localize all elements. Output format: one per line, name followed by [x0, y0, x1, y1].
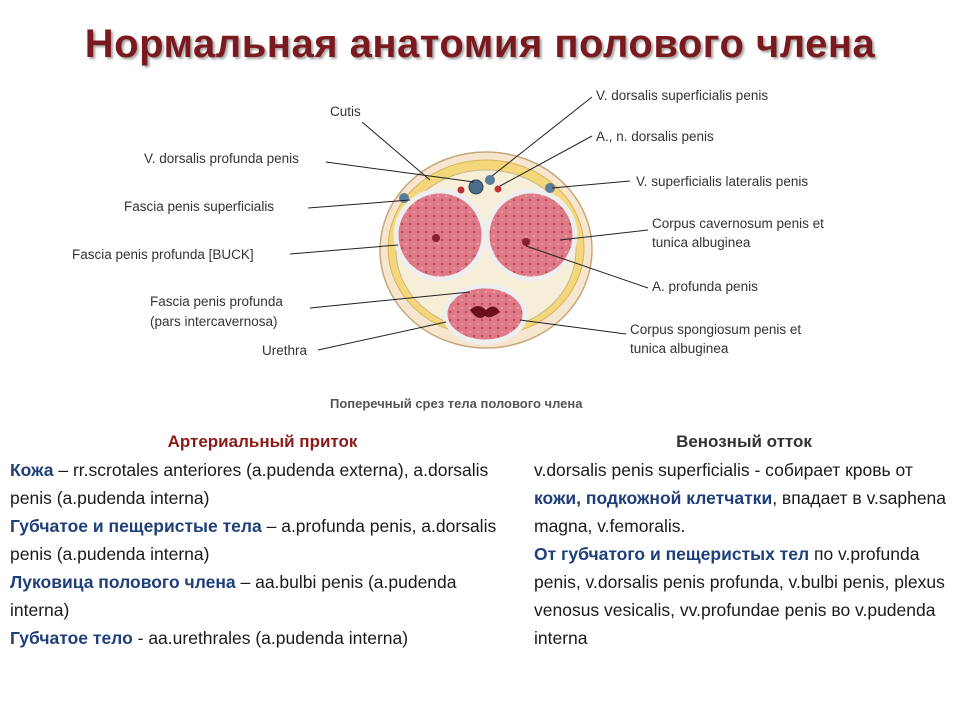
label-v-superficialis-lateralis: V. superficialis lateralis penis [636, 174, 809, 189]
label-a-n-dorsalis: A., n. dorsalis penis [596, 129, 714, 144]
arterial-term: Губчатое тело [10, 628, 133, 648]
arterial-term: Губчатое и пещеристые тела [10, 516, 262, 536]
venous-paragraph-2 [534, 540, 954, 652]
label-corpus-cavernosum: Corpus cavernosum penis et [652, 216, 824, 231]
label-corpus-spongiosum: Corpus spongiosum penis et [630, 322, 802, 337]
arterial-text: – rr.scrotales anteriores (a.pudenda externa), a.dorsalis penis (a.pudenda interna) [10, 460, 489, 508]
venous-term: кожи, подкожной клетчатки [534, 488, 773, 508]
diagram-caption: Поперечный срез тела полового члена [330, 396, 583, 411]
venous-heading: Венозный отток [676, 432, 812, 451]
arterial-text: – a.profunda penis, a.dorsalis penis (a.pudenda interna) [10, 516, 497, 564]
arterial-item [10, 456, 515, 512]
label-fascia-profunda-buck: Fascia penis profunda [BUCK] [72, 247, 254, 262]
venous-term: От губчатого и пещеристых тел [534, 544, 810, 564]
arterial-item [10, 512, 515, 568]
label-a-profunda: A. profunda penis [652, 279, 758, 294]
page-title: Нормальная анатомия полового члена [84, 22, 876, 66]
label-fascia-superficialis: Fascia penis superficialis [124, 199, 275, 214]
venous-outflow-column [534, 428, 954, 652]
label-v-dorsalis-profunda: V. dorsalis profunda penis [144, 151, 299, 166]
arterial-heading: Артериальный приток [167, 432, 358, 451]
label-corpus-cavernosum-2: tunica albuginea [652, 235, 751, 250]
venous-text: , впадает в v.saphena magna, v.femoralis. [534, 488, 947, 536]
venous-text: v.dorsalis penis superficialis - собирает кровь от [534, 460, 913, 480]
arterial-text: – aa.bulbi penis (a.pudenda interna) [10, 572, 457, 620]
venous-text: по v.profunda penis, v.dorsalis penis profunda, v.bulbi penis, plexus venosus vesicalis, vv.profundae penis во v.pudenda interna [534, 544, 945, 648]
arterial-text: - aa.urethrales (a.pudenda interna) [132, 628, 409, 648]
label-v-dorsalis-superficialis: V. dorsalis superficialis penis [596, 88, 769, 103]
corpus-cavernosum-right [487, 191, 575, 279]
arterial-inflow-column [10, 428, 515, 652]
label-urethra: Urethra [262, 343, 308, 358]
label-cutis: Cutis [330, 104, 361, 119]
arterial-term: Луковица полового члена [10, 572, 236, 592]
penis-cross-section-diagram [0, 70, 960, 420]
label-corpus-spongiosum-2: tunica albuginea [630, 341, 729, 356]
arterial-term: Кожа [10, 460, 54, 480]
arterial-item [10, 624, 515, 652]
venous-paragraph-1 [534, 456, 954, 540]
v-superficialis-lateralis-left [399, 193, 409, 203]
corpus-cavernosum-left [396, 191, 484, 279]
a-dorsalis-left [458, 187, 465, 194]
a-dorsalis-right [495, 186, 502, 193]
label-pars-intercavernosa: (pars intercavernosa) [150, 314, 278, 329]
v-dorsalis-superficialis [485, 175, 495, 185]
arterial-item [10, 568, 515, 624]
a-profunda-left [432, 234, 440, 242]
label-fascia-profunda: Fascia penis profunda [150, 294, 283, 309]
a-profunda-right [522, 238, 530, 246]
